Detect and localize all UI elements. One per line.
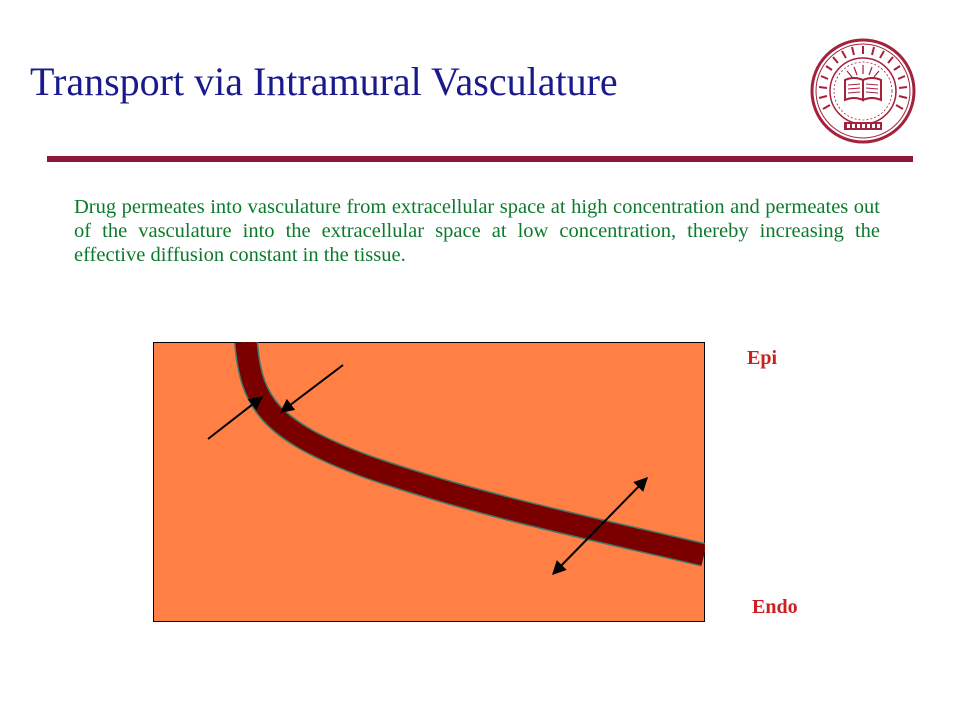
slide-title: Transport via Intramural Vasculature — [30, 59, 618, 104]
body-paragraph: Drug permeates into vasculature from extracellular space at high concentration and permeates out of the vasculature into the extracellular space at low concentration, thereby increasing the effective diffusion constant in the tissue. — [74, 196, 880, 266]
vasculature-diagram — [153, 342, 705, 622]
title-divider — [47, 156, 913, 162]
university-seal-icon — [810, 38, 916, 144]
label-endo: Endo — [752, 596, 798, 618]
label-epi: Epi — [747, 347, 778, 369]
